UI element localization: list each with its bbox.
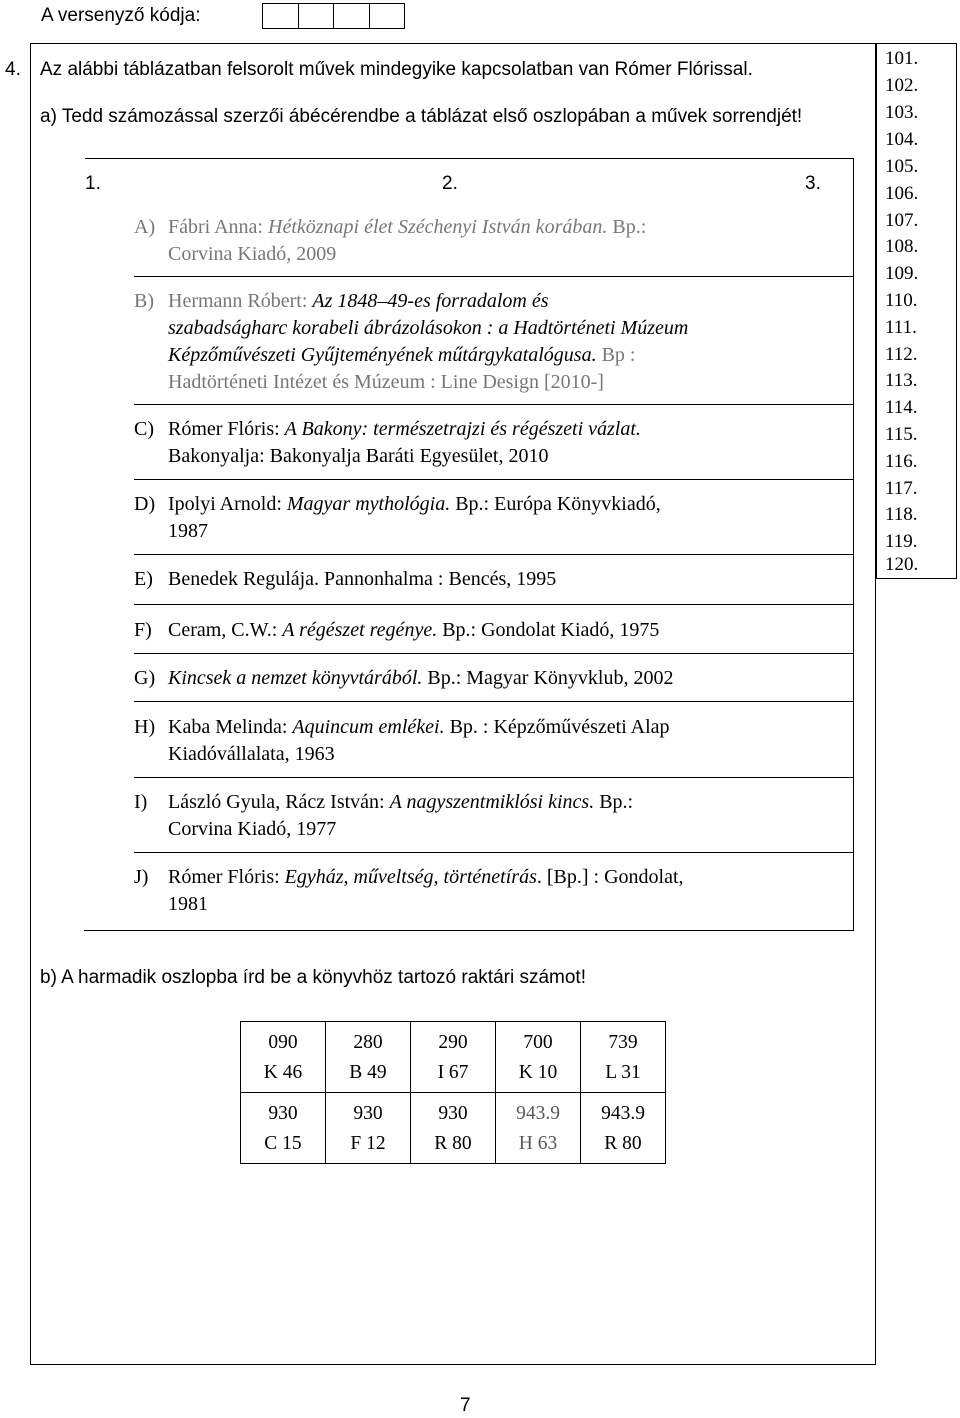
table-bottom-border xyxy=(84,930,854,931)
row-separator xyxy=(134,404,854,405)
number-label: 104. xyxy=(885,129,919,150)
work-entry-i-line2: Corvina Kiadó, 1977 xyxy=(168,818,337,840)
number-label: 109. xyxy=(885,263,919,284)
code-cell[interactable] xyxy=(263,4,299,28)
number-label: 110. xyxy=(885,290,918,311)
table-top-border xyxy=(85,158,854,159)
row-separator xyxy=(134,852,854,853)
table-row xyxy=(241,1093,666,1164)
number-label: 118. xyxy=(885,504,918,525)
numbering-column xyxy=(876,43,957,579)
row-separator xyxy=(134,604,854,605)
table-right-border xyxy=(853,158,854,931)
competitor-code-box[interactable] xyxy=(262,3,405,29)
column-header-2: 2. xyxy=(442,173,458,194)
entry-letter: A) xyxy=(134,216,156,238)
work-entry-c-line2: Bakonyalja: Bakonyalja Baráti Egyesület, 2010 xyxy=(168,445,549,467)
number-label: 103. xyxy=(885,102,919,123)
column-header-3: 3. xyxy=(805,173,821,194)
code-cell[interactable] xyxy=(370,4,405,28)
table-cell: 930 C 15 xyxy=(241,1093,326,1164)
row-separator xyxy=(134,554,854,555)
shelf-code-table xyxy=(240,1021,666,1164)
work-entry-b: B) Hermann Róbert: Az 1848–49-es forradalom és xyxy=(134,290,549,312)
number-label: 105. xyxy=(885,156,919,177)
work-entry-j-line2: 1981 xyxy=(168,893,208,915)
work-entry-a: A) Fábri Anna: Hétköznapi élet Széchenyi István korában. Bp.: xyxy=(134,216,647,238)
row-separator xyxy=(134,276,854,277)
row-separator xyxy=(134,701,854,702)
work-entry-c: C) Rómer Flóris: A Bakony: természetrajzi és régészeti vázlat. xyxy=(134,418,641,440)
number-label: 106. xyxy=(885,183,919,204)
work-entry-d-line2: 1987 xyxy=(168,520,208,542)
work-entry-h: H) Kaba Melinda: Aquincum emlékei. Bp. : Képzőművészeti Alap xyxy=(134,716,670,738)
table-cell: 290 I 67 xyxy=(411,1022,496,1093)
table-row xyxy=(241,1022,666,1093)
work-entry-b-line2: szabadságharc korabeli ábrázolásokon : a Hadtörténeti Múzeum xyxy=(168,317,689,339)
code-cell[interactable] xyxy=(334,4,370,28)
work-entry-d: D) Ipolyi Arnold: Magyar mythológia. Bp.: Európa Könyvkiadó, xyxy=(134,493,661,515)
table-cell: 943.9 H 63 xyxy=(496,1093,581,1164)
work-entry-g: G) Kincsek a nemzet könyvtárából. Bp.: Magyar Könyvklub, 2002 xyxy=(134,667,674,689)
code-cell[interactable] xyxy=(299,4,335,28)
table-cell: 090 K 46 xyxy=(241,1022,326,1093)
work-entry-f: F) Ceram, C.W.: A régészet regénye. Bp.: Gondolat Kiadó, 1975 xyxy=(134,619,660,641)
table-cell: 930 F 12 xyxy=(326,1093,411,1164)
page-number: 7 xyxy=(460,1395,471,1416)
question-intro: Az alábbi táblázatban felsorolt művek mindegyike kapcsolatban van Rómer Flórissal. xyxy=(40,59,753,80)
column-header-1: 1. xyxy=(85,173,101,194)
work-entry-e: E) Benedek Regulája. Pannonhalma : Bencés, 1995 xyxy=(134,568,557,590)
number-label: 119. xyxy=(885,531,918,552)
number-label: 108. xyxy=(885,236,919,257)
work-entry-i: I) László Gyula, Rácz István: A nagyszentmiklósi kincs. Bp.: xyxy=(134,791,634,813)
competitor-code-label: A versenyző kódja: xyxy=(41,5,201,26)
number-label: 101. xyxy=(885,48,919,69)
number-label: 116. xyxy=(885,451,918,472)
table-cell: 280 B 49 xyxy=(326,1022,411,1093)
number-label: 114. xyxy=(885,397,918,418)
question-frame xyxy=(30,43,876,1365)
table-cell: 943.9 R 80 xyxy=(581,1093,666,1164)
number-label: 107. xyxy=(885,210,919,231)
number-label: 120. xyxy=(885,554,919,575)
work-entry-b-line3: Képzőművészeti Gyűjteményének műtárgykatalógusa. Bp : xyxy=(168,344,636,366)
work-entry-b-line4: Hadtörténeti Intézet és Múzeum : Line Design [2010-] xyxy=(168,371,604,393)
number-label: 113. xyxy=(885,370,918,391)
row-separator xyxy=(134,479,854,480)
work-entry-j: J) Rómer Flóris: Egyház, műveltség, történetírás. [Bp.] : Gondolat, xyxy=(134,866,684,888)
question-part-b: b) A harmadik oszlopba írd be a könyvhöz tartozó raktári számot! xyxy=(40,967,586,988)
table-cell: 739 L 31 xyxy=(581,1022,666,1093)
number-label: 117. xyxy=(885,478,918,499)
work-entry-a-line2: Corvina Kiadó, 2009 xyxy=(168,243,337,265)
number-label: 102. xyxy=(885,75,919,96)
row-separator xyxy=(134,777,854,778)
row-separator xyxy=(134,653,854,654)
number-label: 115. xyxy=(885,424,918,445)
question-number: 4. xyxy=(5,59,21,80)
work-entry-h-line2: Kiadóvállalata, 1963 xyxy=(168,743,335,765)
question-part-a: a) Tedd számozással szerzői ábécérendbe a táblázat első oszlopában a művek sorrendjét! xyxy=(40,106,803,127)
table-cell: 700 K 10 xyxy=(496,1022,581,1093)
number-label: 111. xyxy=(885,317,917,338)
number-label: 112. xyxy=(885,344,918,365)
table-cell: 930 R 80 xyxy=(411,1093,496,1164)
